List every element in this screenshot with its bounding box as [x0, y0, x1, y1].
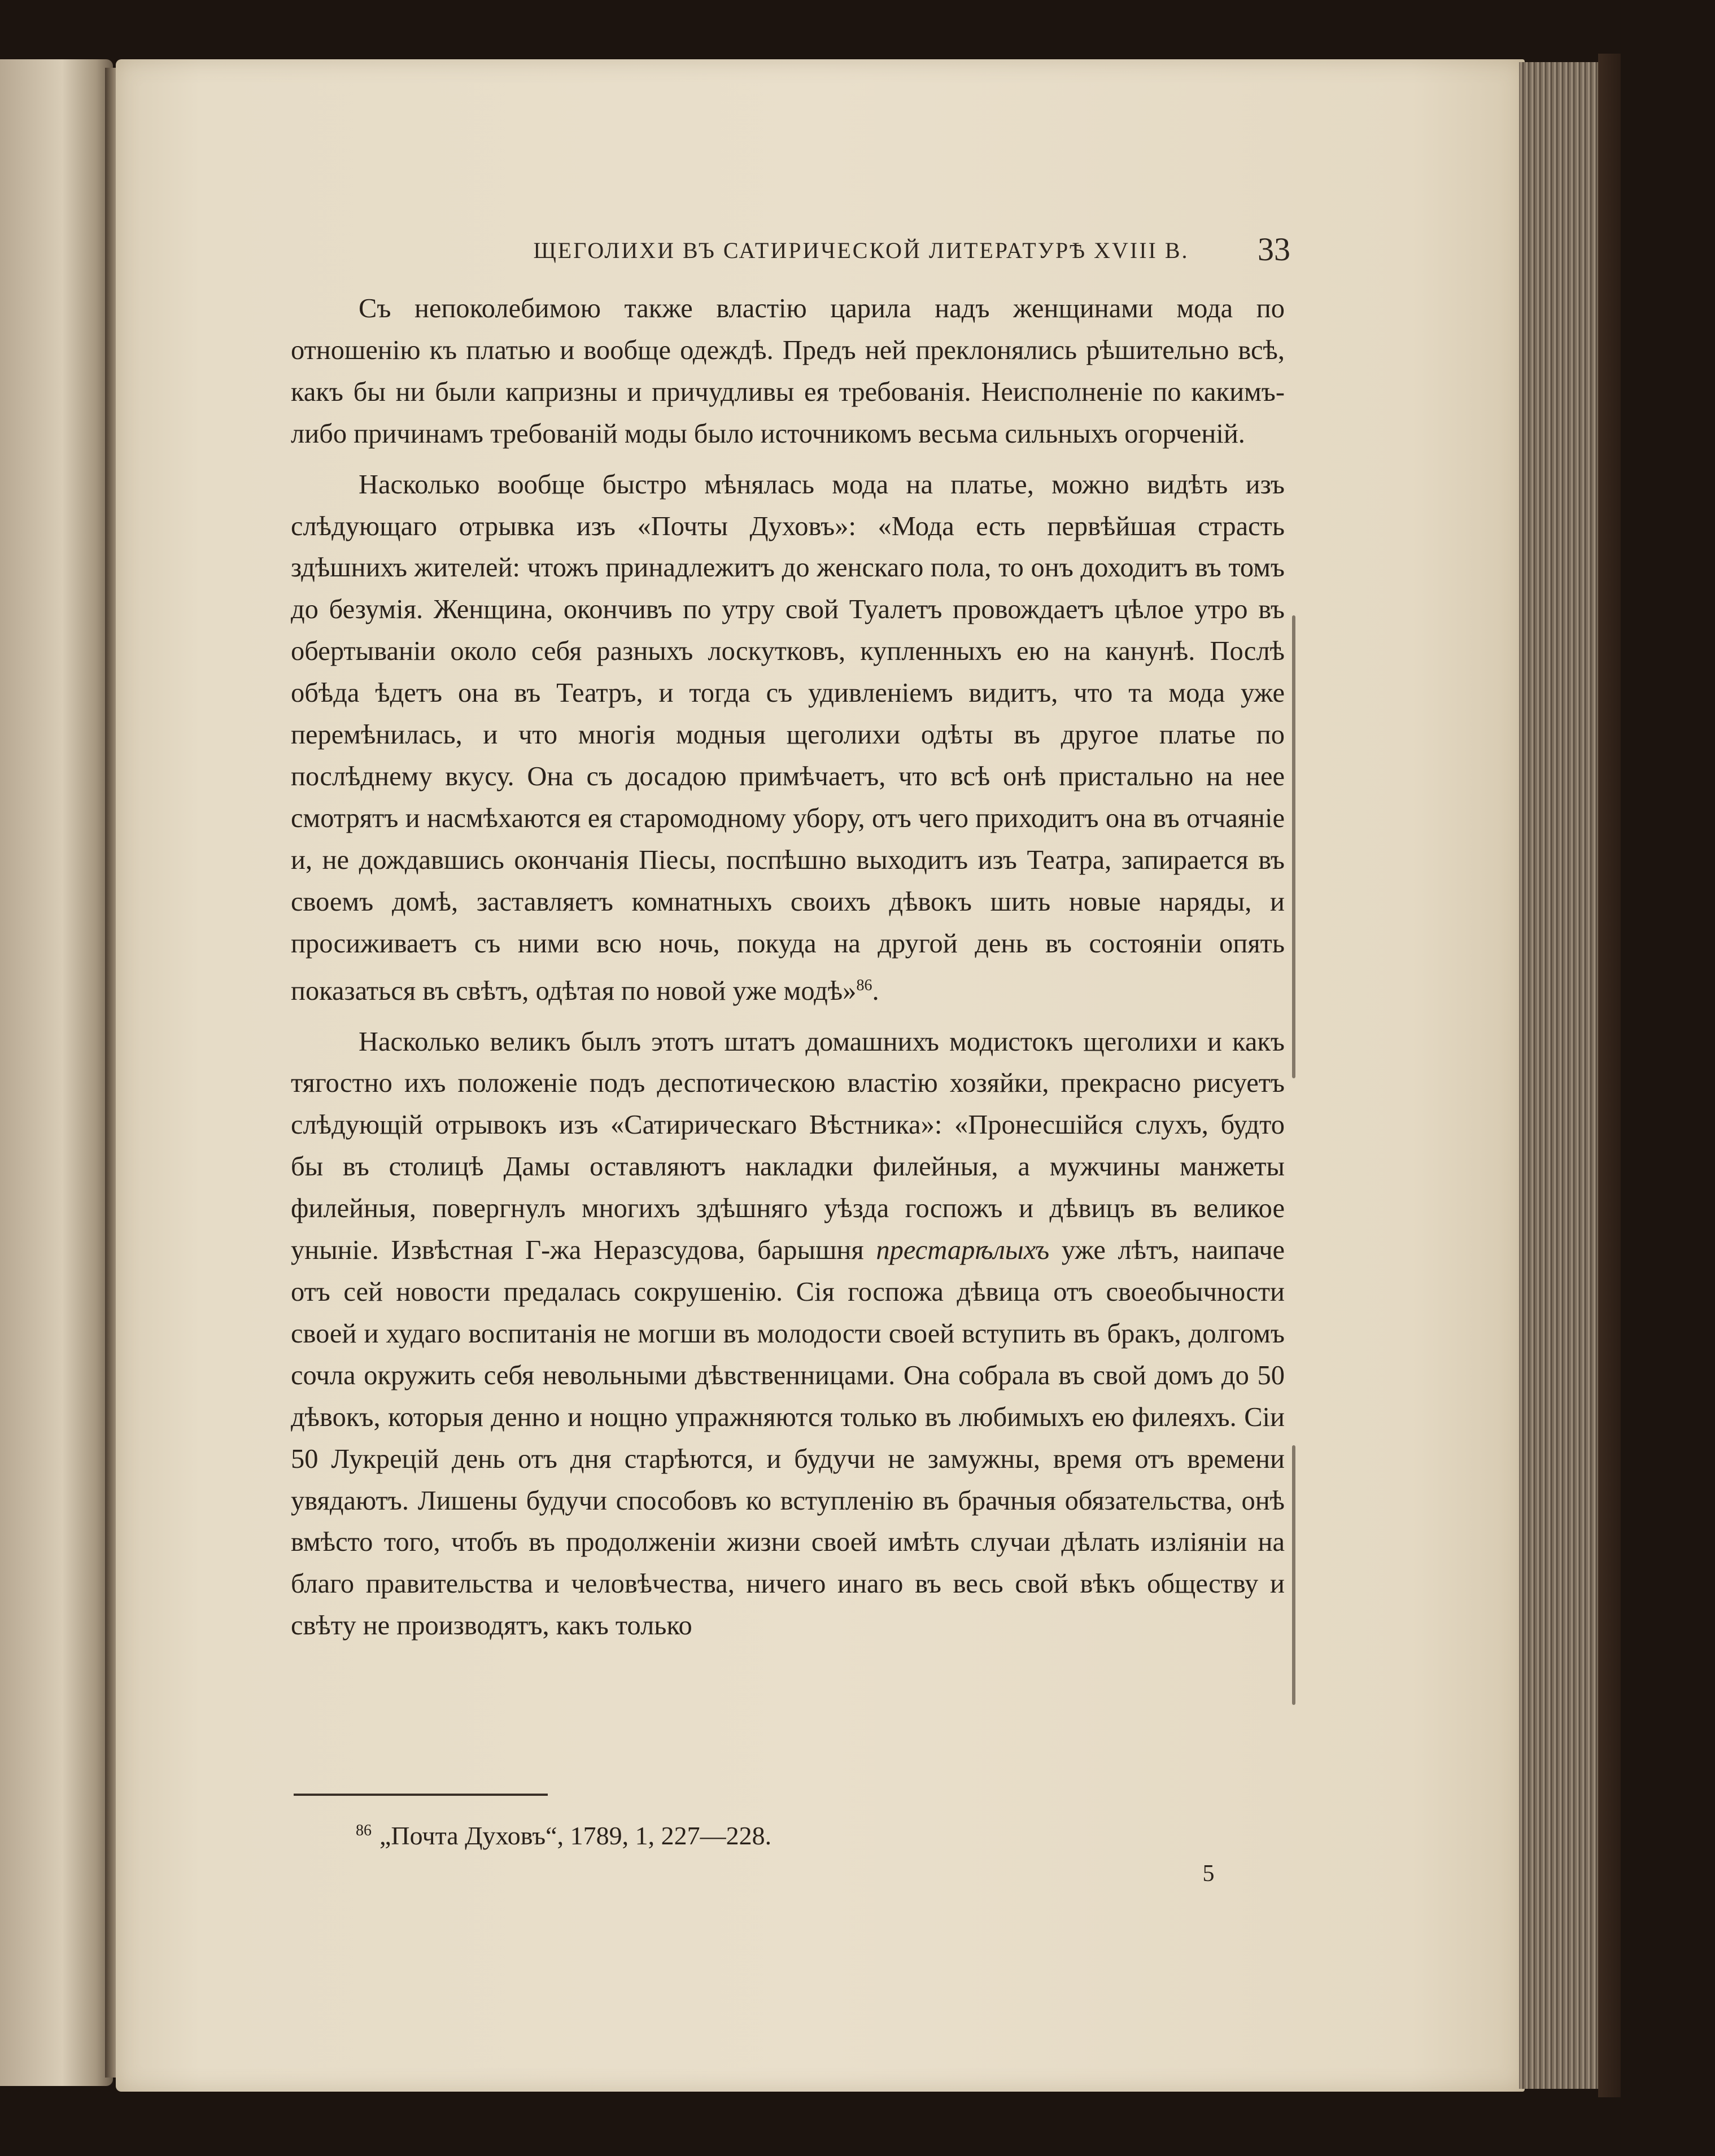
margin-pencil-mark [1292, 1445, 1295, 1705]
page-number: 33 [1258, 231, 1290, 268]
footnote-rule [294, 1794, 548, 1796]
paragraph-3-text-b: уже лѣтъ, наипаче отъ сей новости предалась сокрушенію. Сія госпожа дѣвица отъ своеобычности своей и худаго воспитанія не могши въ молодости своей вступить въ бракъ, долгомъ сочла окружить себя невольными дѣвственницами. Она собрала въ свой домъ до 50 дѣвокъ, которыя денно и нощно упражняются только въ любимыхъ ею филеяхъ. Сіи 50 Лукрецій день отъ дня старѣются, и будучи не замужны, время отъ времени увядаютъ. Лишены будучи способовъ ко вступленію въ брачныя обязательства, онѣ вмѣсто того, чтобъ въ продолженіи жизни своей имѣть случаи дѣлать изліяніи на благо правительства и человѣчества, ничего инаго въ весь свой вѣкъ обществу и свѣту не производятъ, какъ только [291, 1235, 1285, 1641]
signature-mark: 5 [1202, 1861, 1215, 1887]
footnote [356, 1821, 1203, 1851]
margin-pencil-mark [1292, 615, 1295, 1078]
footnote-mark: 86 [356, 1821, 372, 1839]
page-edges [1519, 62, 1598, 2089]
italic-phrase: престарѣлыхъ [876, 1235, 1050, 1266]
footnote-text: „Почта Духовъ“, 1789, 1, 227—228. [379, 1821, 772, 1850]
running-head: ЩЕГОЛИХИ ВЪ САТИРИЧЕСКОЙ ЛИТЕРАТУРѢ XVIII В. [533, 238, 1189, 263]
book-cover-edge [1598, 54, 1621, 2097]
paragraph-3-text-a: Насколько великъ былъ этотъ штатъ домашнихъ модистокъ щеголихи и какъ тягостно ихъ положеніе подъ деспотическою властію хозяйки, прекрасно рисуетъ слѣдующій отрывокъ изъ «Сатирическаго Вѣстника»: «Пронесшійся слухъ, будто бы въ столицѣ Дамы оставляютъ накладки филейныя, а мужчины манжеты филейныя, повергнулъ многихъ здѣшняго уѣзда госпожъ и дѣвицъ въ великое уныніе. Извѣстная Г-жа Неразсудова, барышня [291, 1026, 1285, 1266]
footnote-reference: 86 [856, 976, 872, 994]
paragraph-3 [291, 1021, 1285, 1647]
paragraph-2-text: Насколько вообще быстро мѣнялась мода на платье, можно видѣть изъ слѣдующаго отрывка изъ «Почты Духовъ»: «Мода есть первѣйшая страсть здѣшнихъ жителей: чтожъ принадлежитъ до женскаго пола, то онъ доходитъ въ томъ до безумія. Женщина, окончивъ по утру свой Туалетъ провождаетъ цѣлое утро въ обертываніи около себя разныхъ лоскутковъ, купленныхъ ею на канунѣ. Послѣ обѣда ѣдетъ она въ Театръ, и тогда съ удивленіемъ видитъ, что та мода уже перемѣнилась, и что многія модныя щеголихи одѣты въ другое платье по послѣднему вкусу. Она съ досадою примѣчаетъ, что всѣ онѣ пристально на нее смотрятъ и насмѣхаются ея старомодному убору, отъ чего приходитъ она въ отчаяніе и, не дождавшись окончанія Піесы, поспѣшно выходитъ изъ Театра, запирается въ своемъ домѣ, заставляетъ комнатныхъ своихъ дѣвокъ шить новые наряды, и просиживаетъ съ ними всю ночь, покуда на другой день въ состояніи опять показаться въ свѣтъ, одѣтая по новой уже модѣ» [291, 469, 1285, 1006]
paragraph-1: Съ непоколебимою также властію царила надъ женщинами мода по отношенію къ платью и вообще одеждѣ. Предъ ней преклонялись рѣшительно всѣ, какъ бы ни были капризны и причудливы ея требованія. Неисполненіе по какимъ-либо причинамъ требованій моды было источникомъ весьма сильныхъ огорченій. [291, 294, 1285, 449]
left-page-edge [0, 59, 113, 2086]
body-text [291, 288, 1285, 1818]
footnote-reference-suffix: . [872, 976, 879, 1006]
paragraph-2 [291, 464, 1285, 1012]
